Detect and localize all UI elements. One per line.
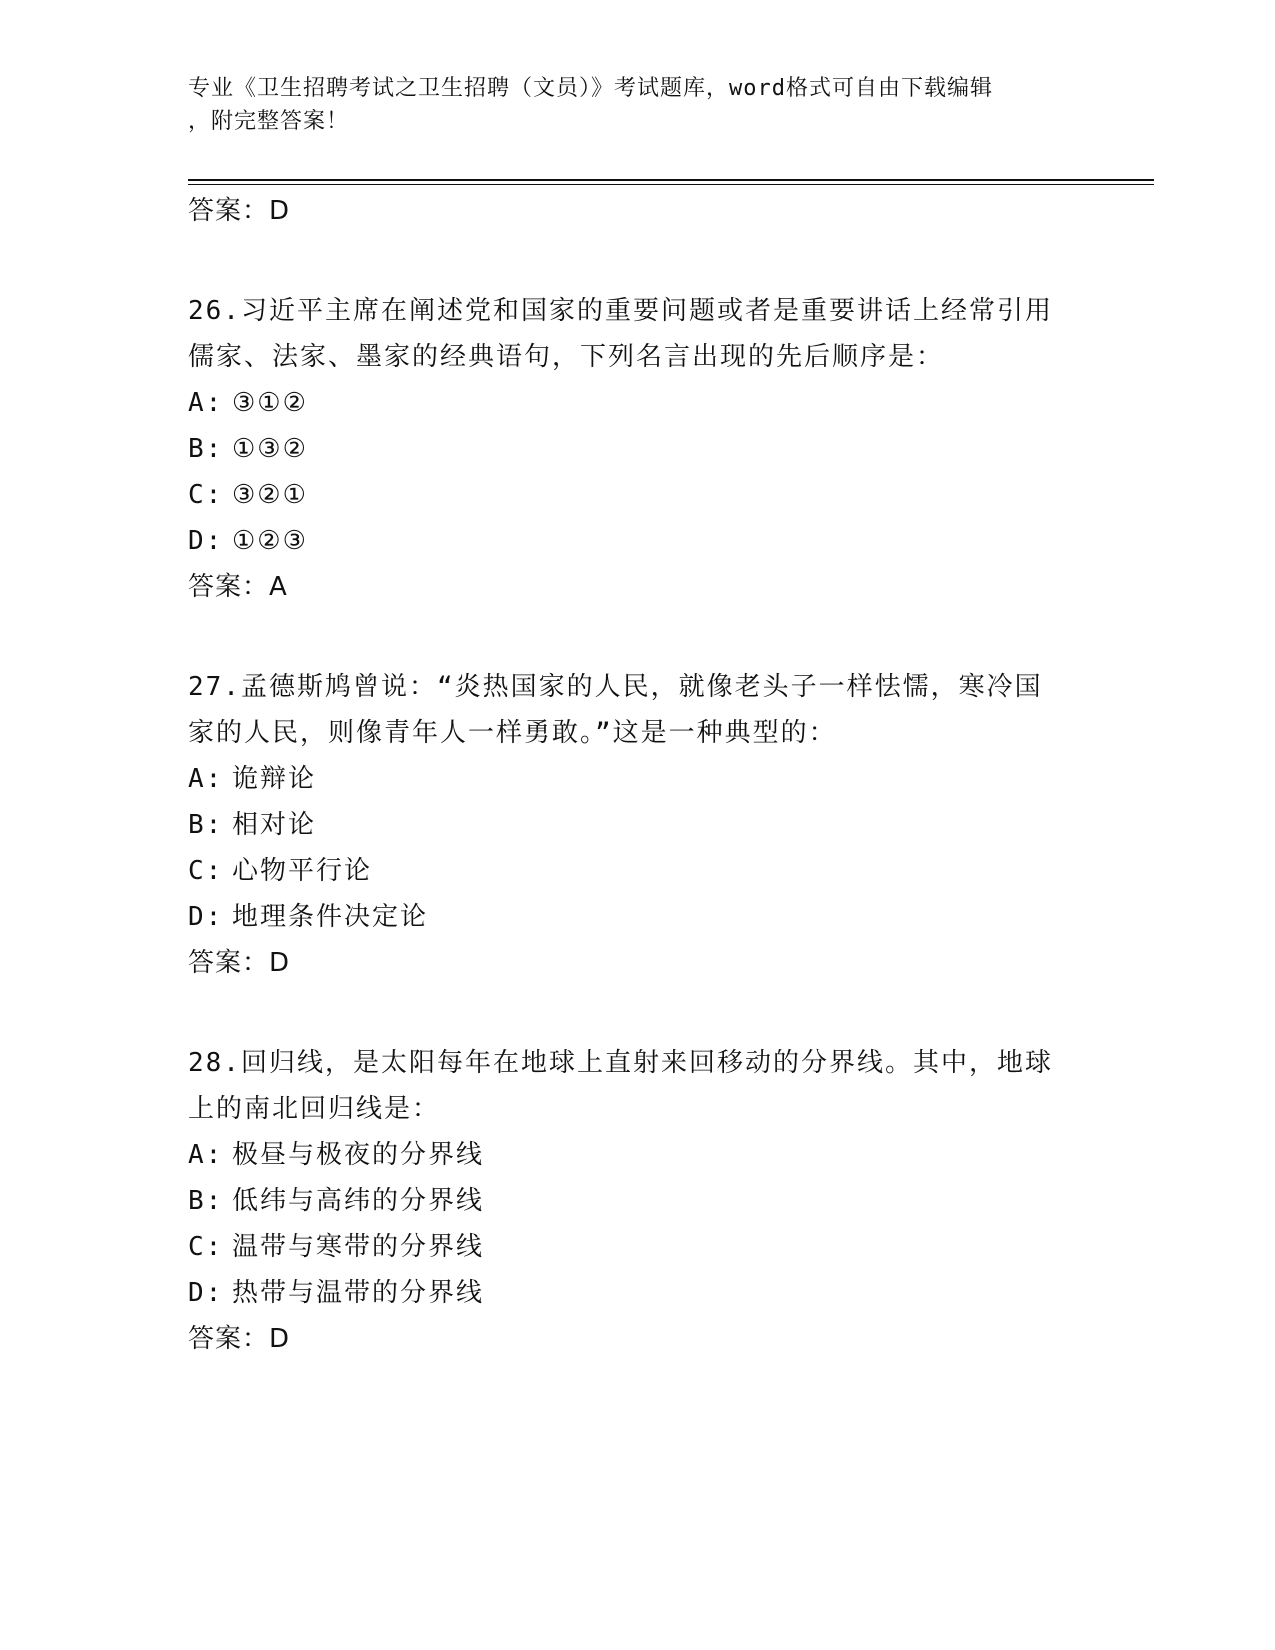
document-body	[188, 188, 1088, 1362]
header-line-2: ，附完整答案！	[188, 109, 350, 134]
header-rule-thin	[188, 184, 1154, 185]
option-text: 心物平行论	[232, 856, 373, 886]
option-letter: B:	[188, 810, 224, 840]
option-text: 热带与温带的分界线	[232, 1278, 485, 1308]
option-text: 地理条件决定论	[232, 902, 429, 932]
question-26	[188, 288, 1088, 610]
option-c	[188, 472, 1088, 518]
option-a	[188, 380, 1088, 426]
option-letter: A:	[188, 388, 224, 418]
answer-line: 答案：D	[188, 196, 291, 226]
header-line-1: 专业《卫生招聘考试之卫生招聘（文员）》考试题库，word格式可自由下载编辑	[188, 76, 993, 101]
option-letter: A:	[188, 764, 224, 794]
question-stem: 26.习近平主席在阐述党和国家的重要问题或者是重要讲话上经常引用儒家、法家、墨家的经典语句，下列名言出现的先后顺序是：	[188, 296, 1053, 372]
option-c	[188, 1224, 1088, 1270]
option-text: 相对论	[232, 810, 317, 840]
answer-line: 答案：D	[188, 948, 291, 978]
option-letter: C:	[188, 856, 224, 886]
option-d	[188, 1270, 1088, 1316]
option-d	[188, 894, 1088, 940]
option-text: ③①②	[232, 388, 308, 418]
option-text: 低纬与高纬的分界线	[232, 1186, 485, 1216]
option-a	[188, 1132, 1088, 1178]
option-letter: C:	[188, 480, 224, 510]
option-a	[188, 756, 1088, 802]
option-letter: A:	[188, 1140, 224, 1170]
option-letter: D:	[188, 1278, 224, 1308]
option-b	[188, 426, 1088, 472]
option-letter: B:	[188, 1186, 224, 1216]
answer-line: 答案：A	[188, 572, 288, 602]
question-28	[188, 1040, 1088, 1362]
option-text: ③②①	[232, 480, 308, 510]
option-letter: D:	[188, 526, 224, 556]
option-d	[188, 518, 1088, 564]
option-text: ①③②	[232, 434, 308, 464]
option-text: 极昼与极夜的分界线	[232, 1140, 485, 1170]
question-stem: 27.孟德斯鸠曾说：“炎热国家的人民，就像老头子一样怯懦，寒冷国家的人民，则像青年人一样勇敢。”这是一种典型的：	[188, 672, 1043, 748]
option-letter: C:	[188, 1232, 224, 1262]
option-text: ①②③	[232, 526, 308, 556]
option-b	[188, 802, 1088, 848]
option-b	[188, 1178, 1088, 1224]
question-27	[188, 664, 1088, 986]
option-text: 温带与寒带的分界线	[232, 1232, 485, 1262]
answer-line: 答案：D	[188, 1324, 291, 1354]
option-text: 诡辩论	[232, 764, 317, 794]
header-rule-thick	[188, 179, 1154, 181]
page-header	[188, 72, 1068, 138]
option-c	[188, 848, 1088, 894]
question-stem: 28.回归线，是太阳每年在地球上直射来回移动的分界线。其中，地球上的南北回归线是：	[188, 1048, 1053, 1124]
option-letter: D:	[188, 902, 224, 932]
option-letter: B:	[188, 434, 224, 464]
